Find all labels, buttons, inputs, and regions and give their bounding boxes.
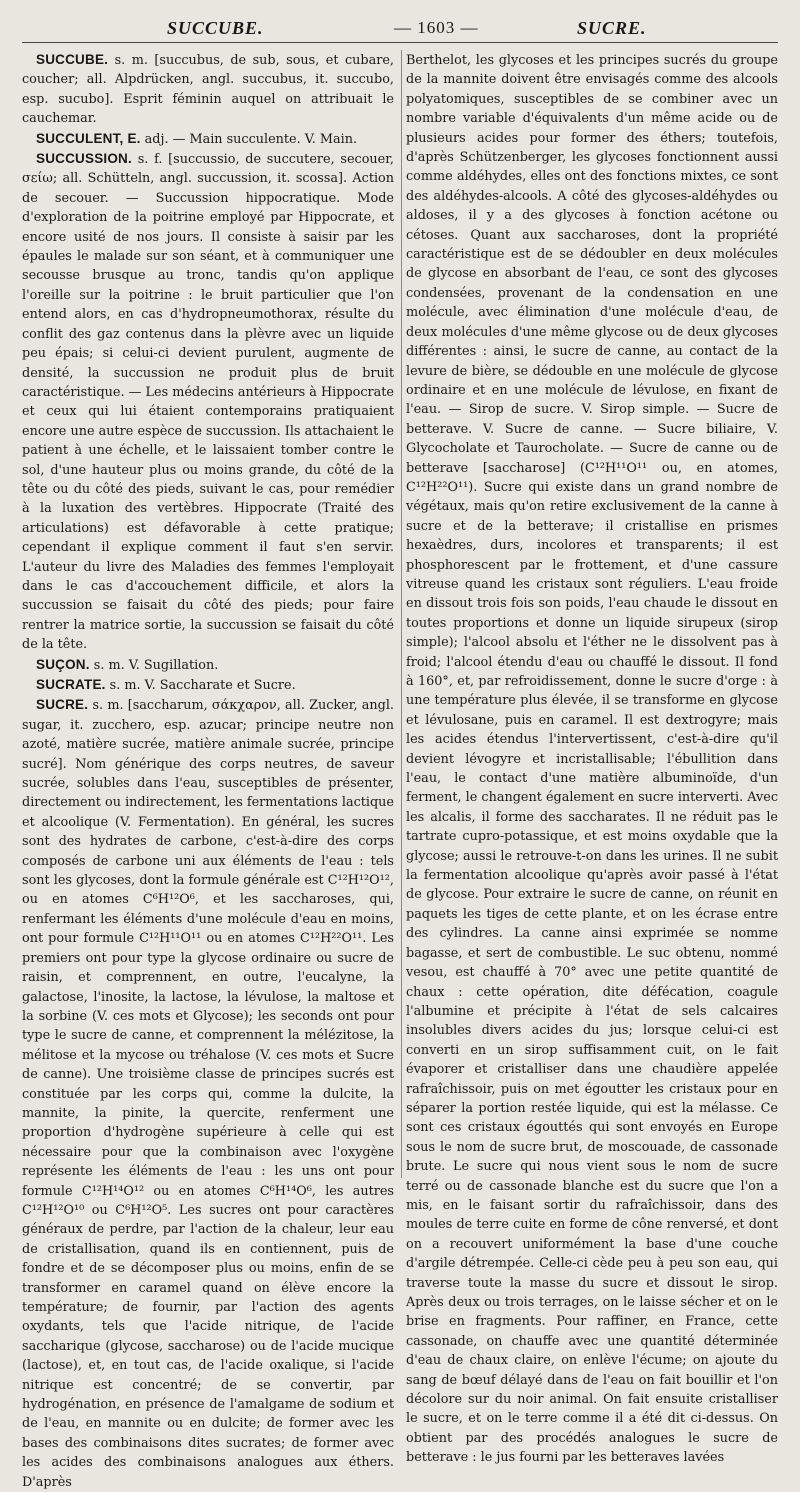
entry-headword: SUCCUBE. <box>36 52 109 67</box>
entry-headword: SUCCULENT, E. <box>36 130 141 146</box>
entry-text: s. m. V. Sugillation. <box>89 657 219 673</box>
header-left-word: SUCCUBE. <box>167 18 264 38</box>
left-column <box>22 50 394 1490</box>
entry <box>22 695 394 1492</box>
entry-headword: SUÇON. <box>36 656 90 672</box>
header-right-word: SUCRE. <box>577 18 647 38</box>
entry <box>22 129 394 149</box>
page-number: — 1603 — <box>394 18 479 37</box>
right-column <box>406 50 778 1466</box>
text-columns <box>22 50 778 1490</box>
running-header <box>22 0 778 42</box>
entry-headword: SUCRATE. <box>36 677 106 692</box>
entry-continuation <box>406 50 778 1468</box>
entry-text: s. f. [succussio, de succutere, secouer, σείω; all. Schütteln, angl. succussion, it. scossa]. Action de secouer. — Succussion hippocratique. Mode d'exploration de la poitrine employé par Hippocrate, et encore usité de nos jours. Il consiste à saisir par les épaules le malade sur son séant, et à communiquer une secousse brusque au tronc, tandis qu'on applique l'oreille sur la poitrine : le bruit particulier que l'on entend alors, en cas d'hydropneumothorax, résulte du conflit des gaz contenus dans la plèvre avec un liquide peu épais; si celui-ci devient purulent, augmente de densité, la succussion ne produit plus de bruit caractéristique. — Les médecins antérieurs à Hippocrate et ceux qui lui étaient contemporains pratiquaient encore une autre espèce de succussion. Ils attachaient le patient à une échelle, et le laissaient tomber contre le sol, d'une hauteur plus ou moins grande, du côté de la tête ou du côté des pieds, suivant le cas, pour remédier à la luxation des vertèbres. Hippocrate (Traité des articulations) est défavorable à cette pratique; cependant il explique comment il faut s'en servir. L'auteur du livre des Maladies des femmes l'employait dans le cas d'accouchement difficile, et alors la succussion se faisait du côté des pieds; pour faire rentrer la matrice sortie, la succussion se faisait du côté de la tête. <box>22 152 394 653</box>
entry-text: s. m. V. Saccharate et Sucre. <box>105 678 296 693</box>
entry-headword: SUCCUSSION. <box>36 151 132 167</box>
column-divider <box>401 50 402 1178</box>
entry-text: s. m. [succubus, de sub, sous, et cubare, coucher; all. Alpdrücken, angl. succubus, it. succubo, esp. sucubo]. Esprit féminin auquel on attribuait le cauchemar. <box>22 53 394 127</box>
entry-text: adj. — Main succulente. V. Main. <box>140 131 358 147</box>
entry <box>22 149 394 655</box>
header-rule <box>22 42 778 43</box>
entry <box>22 675 394 695</box>
entry <box>22 50 394 129</box>
entry-headword: SUCRE. <box>36 697 89 713</box>
entry <box>22 655 394 675</box>
entry-text: Berthelot, les glycoses et les principes sucrés du groupe de la mannite doivent être envisagés comme des alcools polyatomiques, susceptibles de se combiner avec un nombre variable d'équivalents d'un même acide ou de plusieurs acides pour former des éthers; toutefois, d'après Schützenberger, les glycoses fonctionnent aussi comme aldéhydes, elles ont des fonctions mixtes, ce sont des aldéhydes-alcools. A côté des glycoses-aldéhydes ou aldoses, il y a des glycoses à fonction acétone ou cétoses. Quant aux saccharoses, dont la propriété caractéristique est de se dédoubler en deux molécules de glycose en absorbant de l'eau, ce sont des glycoses condensées, provenant de la condensation en une molécule, avec élimination d'une molécule d'eau, de deux molécules d'une même glycose ou de deux glycoses différentes : ainsi, le sucre de canne, au contact de la levure de bière, se dédouble en une molécule de glycose ordinaire et en une molécule de lévulose, en fixant de l'eau. — Sirop de sucre. V. Sirop simple. — Sucre de betterave. V. Sucre de canne. — Sucre biliaire, V. Glycocholate et Taurocholate. — Sucre de canne ou de betterave [saccharose] (C¹²H¹¹O¹¹ ou, en atomes, C¹²H²²O¹¹). Sucre qui existe dans un grand nombre de végétaux, mais qu'on retire exclusivement de la canne à sucre et de la betterave; il cristallise en prismes hexaèdres, durs, incolores et transparents; il est phosphorescent par le frottement, et d'une cassure vitreuse quand les cristaux sont réguliers. L'eau froide en dissout trois fois son poids, l'eau chaude le dissout en toutes proportions et donne un liquide sirupeux (sirop simple); l'alcool absolu et l'éther ne le dissolvent pas à froid; l'alcool étendu d'eau ou chauffé le dissout. Il fond à 160°, et, par refroidissement, donne le sucre d'orge : à une température plus élevée, il se transforme en glycose et lévulosane, puis en caramel. Il est dextrogyre; mais les acides étendus l'intervertissent, c'est-à-dire qu'il devient lévogyre et incristallisable; l'ébullition dans l'eau, le contact d'une matière albuminoïde, d'un ferment, le changent également en sucre interverti. Avec les alcalis, il forme des saccharates. Il ne réduit pas le tartrate cupro-potassique, et est moins oxydable que la glycose; aussi le retrouve-t-on dans les urines. Il ne subit la fermentation alcoolique qu'après avoir passé à l'état de glycose. Pour extraire le sucre de canne, on réunit en paquets les tiges de cette plante, et on les écrase entre des cylindres. La canne ainsi exprimée se nomme bagasse, et sert de combustible. Le suc obtenu, nommé vesou, est chauffé à 70° avec une petite quantité de chaux : cette opération, dite défécation, coagule l'albumine et précipite à l'état de sels calcaires insolubles divers acides du jus; lorsque celui-ci est converti en un sirop suffisamment cuit, on le fait évaporer et cristalliser dans une chaudière appelée rafraîchissoir, puis on met égoutter les cristaux pour en séparer la portion restée liquide, qui est la mélasse. Ce sont ces cristaux égouttés qui sont envoyés en Europe sous le nom de sucre brut, de moscouade, de cassonade brute. Le sucre qui nous vient sous le nom de sucre terré ou de cassonade blanche est du sucre que l'on a mis, en le faisant sortir du rafraîchissoir, dans des moules de terre cuite en forme de cône renversé, et dont on a recouvert uniformément la base d'une couche d'argile détrempée. Celle-ci cède peu à peu son eau, qui traverse toute la masse du sucre et dissout le sirop. Après deux ou trois terrages, on le laisse sécher et on le brise en fragments. Pour raffiner, en France, cette cassonade, on chauffe avec une quantité déterminée d'eau de chaux claire, on enlève l'écume; on ajoute du sang de bœuf délayé dans de l'eau on fait bouillir et l'on décolore sur du noir animal. On fait ensuite cristalliser le sucre, et on le terre comme il a été dit ci-dessus. On obtient par des procédés analogues le sucre de betterave : le jus fourni par les betteraves lavées <box>406 53 778 1466</box>
entry-text: s. m. [saccharum, σάκχαρον, all. Zucker, angl. sugar, it. zucchero, esp. azucar; principe neutre non azoté, matière sucrée, matière animale sucrée, principe sucré]. Nom générique des corps neutres, de saveur sucrée, solubles dans l'eau, susceptibles de présenter, directement ou indirectement, les fermentations lactique et alcoolique (V. Fermentation). En général, les sucres sont des hydrates de carbone, c'est-à-dire des corps composés de carbone uni aux éléments de l'eau : tels sont les glycoses, dont la formule générale est C¹²H¹²O¹², ou en atomes C⁶H¹²O⁶, et les saccharoses, qui, renfermant les éléments d'une molécule d'eau en moins, ont pour formule C¹²H¹¹O¹¹ ou en atomes C¹²H²²O¹¹. Les premiers ont pour type la glycose ordinaire ou sucre de raisin, et comprennent, en outre, l'eucalyne, la galactose, l'inosite, la lactose, la lévulose, la maltose et la sorbine (V. ces mots et Glycose); les seconds ont pour type le sucre de canne, et comprennent la mélézitose, la mélitose et la mycose ou tréhalose (V. ces mots et Sucre de canne). Une troisième classe de principes sucrés est constituée par les corps qui, comme la dulcite, la mannite, la pinite, la quercite, renferment une proportion d'hydrogène supérieure à celle qui est nécessaire pour que la combinaison avec l'oxygène représente les éléments de l'eau : les uns ont pour formule C¹²H¹⁴O¹² ou en atomes C⁶H¹⁴O⁶, les autres C¹²H¹²O¹⁰ ou C⁶H¹²O⁵. Les sucres ont pour caractères généraux de perdre, par l'action de la chaleur, leur eau de cristallisation, quand ils en contiennent, puis de fondre et de se décomposer plus ou moins, enfin de se transformer en caramel quand on élève encore la température; de fournir, par l'action des agents oxydants, tels que l'acide nitrique, de l'acide saccharique (glycose, saccharose) ou de l'acide mucique (lactose), et, en tout cas, de l'acide oxalique, si l'acide nitrique est concentré; de se convertir, par hydrogénation, en présence de l'amalgame de sodium et de l'eau, en mannite ou en dulcite; de former avec les bases des combinaisons dites sucrates; de former avec les acides des combinaisons analogues aux éthers. D'après <box>22 698 394 1490</box>
